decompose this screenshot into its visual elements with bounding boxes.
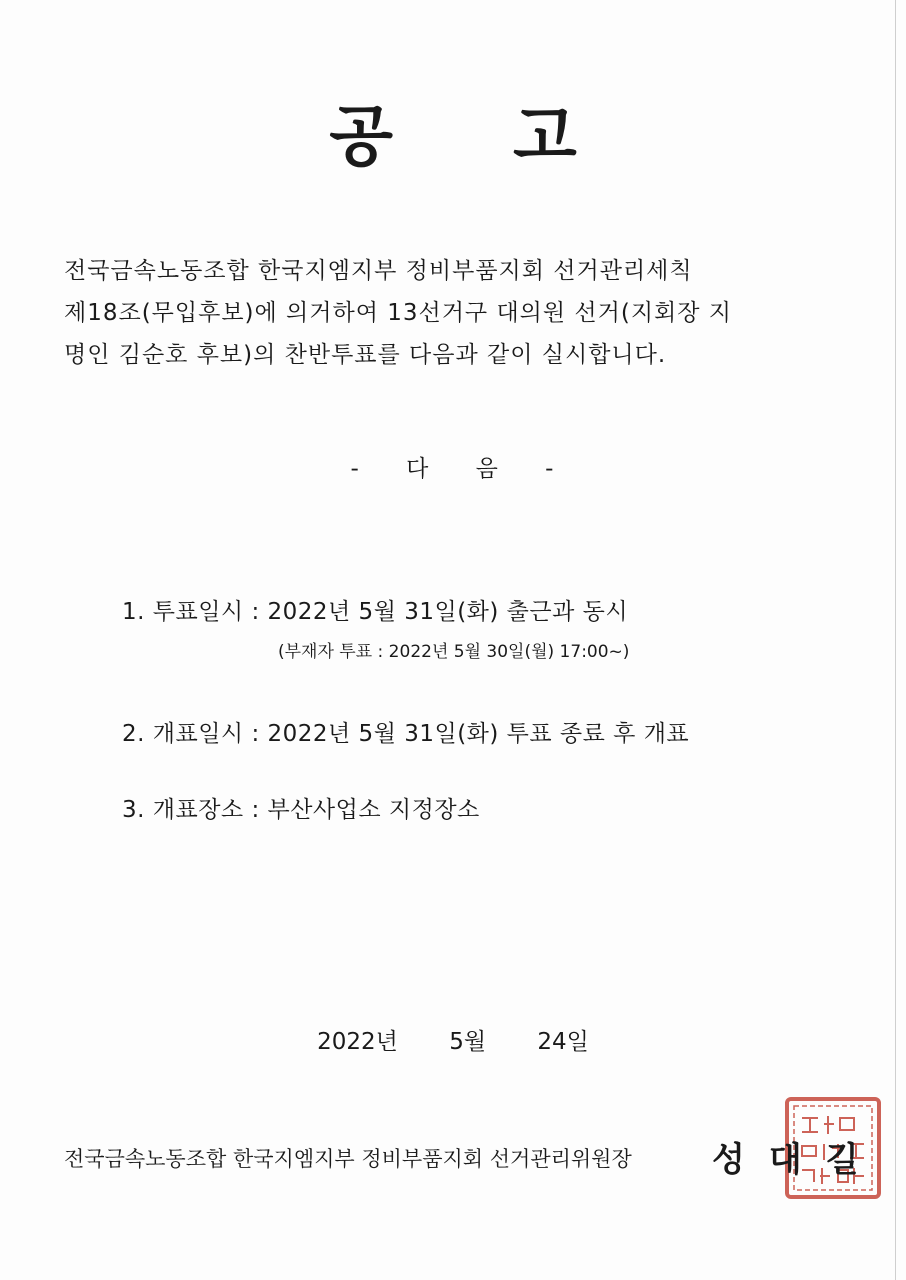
section-heading: - 다 음 -	[350, 456, 556, 482]
signature-name: 성대길	[712, 1140, 883, 1180]
item-counting-place: 3. 개표장소 : 부산사업소 지정장소	[122, 797, 480, 823]
notice-title: 공고	[329, 98, 697, 175]
signature-organization: 전국금속노동조합 한국지엠지부 정비부품지회 선거관리위원장	[64, 1147, 632, 1171]
item-voting-date: 1. 투표일시 : 2022년 5월 31일(화) 출근과 동시	[122, 599, 629, 625]
item-counting-date: 2. 개표일시 : 2022년 5월 31일(화) 투표 종료 후 개표	[122, 721, 690, 747]
absentee-voting-note: (부재자 투표 : 2022년 5월 30일(월) 17:00~)	[278, 642, 630, 662]
scan-edge-line	[895, 0, 896, 1280]
notice-date: 2022년 5월 24일	[317, 1029, 589, 1055]
notice-body: 전국금속노동조합 한국지엠지부 정비부품지회 선거관리세칙 제18조(무입후보)에 의거하여 13선거구 대의원 선거(지회장 지 명인 김순호 후보)의 찬반투표를 다음과 같이 실시합니다.	[64, 258, 733, 368]
